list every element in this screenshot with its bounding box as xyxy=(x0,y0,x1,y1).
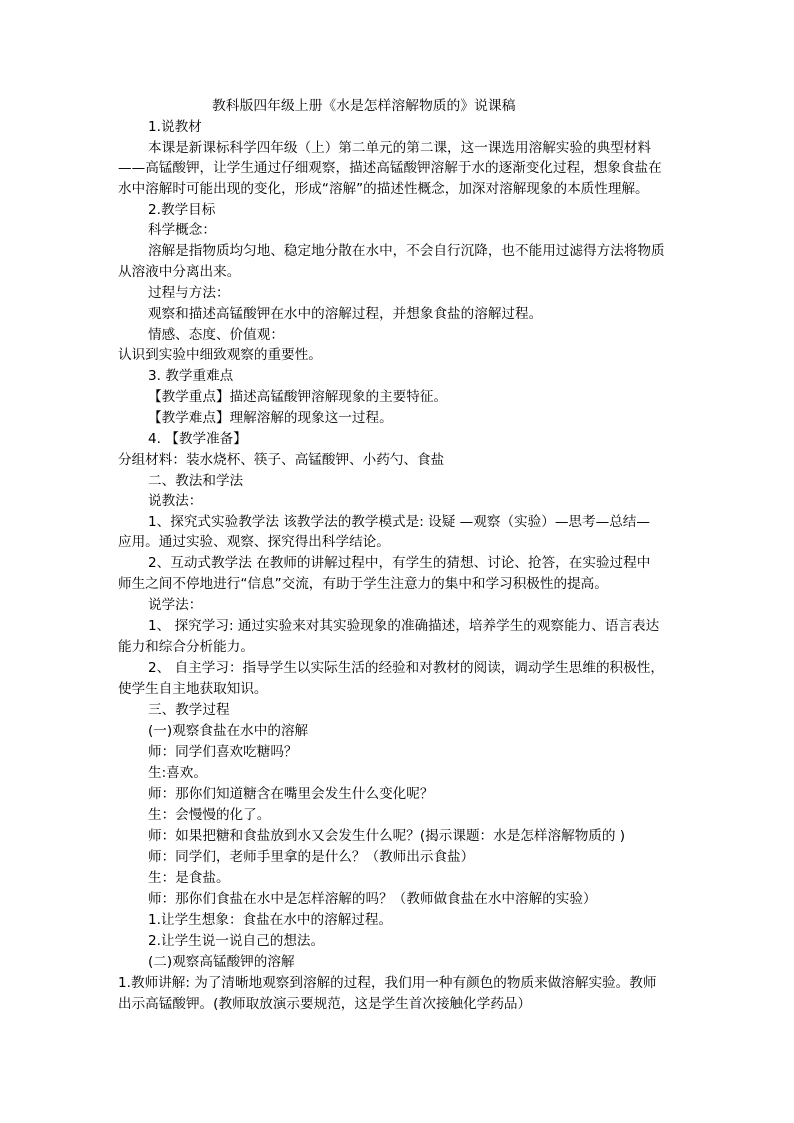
text-line: 生：是食盐。 xyxy=(148,870,230,886)
text-line: 出示高锰酸钾。(教师取放演示要规范，这是学生首次接触化学药品） xyxy=(118,996,532,1012)
text-line: 2.教学目标 xyxy=(148,202,216,218)
text-line: 1、 探究学习: 通过实验来对其实验现象的准确描述，培养学生的观察能力、语言表达 xyxy=(148,618,660,634)
text-line: 2、互动式教学法 在教师的讲解过程中，有学生的猜想、讨论、抢答，在实验过程中 xyxy=(148,555,651,571)
text-line: 情感、态度、价值观： xyxy=(148,327,284,343)
text-line: 能力和综合分析能力。 xyxy=(118,639,254,655)
text-line: 从溶液中分离出来。 xyxy=(118,264,241,280)
text-line: 过程与方法： xyxy=(148,285,230,301)
text-line: 说学法： xyxy=(148,597,203,613)
text-line: 观察和描述高锰酸钾在水中的溶解过程，并想象食盐的溶解过程。 xyxy=(148,306,543,322)
text-line: 应用。通过实验、观察、探究得出科学结论。 xyxy=(118,534,390,550)
text-line: 溶解是指物质均匀地、稳定地分散在水中，不会自行沉降，也不能用过滤得方法将物质 xyxy=(148,243,665,259)
text-line: 师：那你们知道糖含在嘴里会发生什么变化呢？ xyxy=(148,786,434,802)
text-line: (二)观察高锰酸钾的溶解 xyxy=(148,954,295,970)
text-line: 【教学难点】理解溶解的现象这一过程。 xyxy=(148,410,393,426)
text-line: 1、探究式实验教学法 该教学法的教学模式是: 设疑 —观察（实验）—思考—总结— xyxy=(148,514,650,530)
text-line: 师生之间不停地进行“信息”交流，有助于学生注意力的集中和学习积极性的提高。 xyxy=(118,576,608,592)
text-line: 二、教法和学法 xyxy=(148,473,244,489)
text-line: 本课是新课标科学四年级（上）第二单元的第二课，这一课选用溶解实验的典型材料 xyxy=(148,140,651,156)
text-line: 使学生自主地获取知识。 xyxy=(118,681,268,697)
text-line: 4. 【教学准备】 xyxy=(148,431,247,447)
text-line: 【教学重点】描述高锰酸钾溶解现象的主要特征。 xyxy=(148,389,448,405)
text-line: (一)观察食盐在水中的溶解 xyxy=(148,723,309,739)
text-line: 3. 教学重难点 xyxy=(148,368,234,384)
text-line: 1.教师讲解: 为了清晰地观察到溶解的过程，我们用一种有颜色的物质来做溶解实验。教师 xyxy=(118,975,657,991)
text-line: 1.让学生想象：食盐在水中的溶解过程。 xyxy=(148,912,393,928)
document-title: 教科版四年级上册《水是怎样溶解物质的》说课稿 xyxy=(212,98,516,114)
text-line: ——高锰酸钾，让学生通过仔细观察，描述高锰酸钾溶解于水的逐渐变化过程，想象食盐在 xyxy=(118,160,662,176)
text-line: 2.让学生说一说自己的想法。 xyxy=(148,933,325,949)
text-line: 师：那你们食盐在水中是怎样溶解的吗？（教师做食盐在水中溶解的实验） xyxy=(148,891,597,907)
text-line: 2、 自主学习：指导学生以实际生活的经验和对教材的阅读，调动学生思维的积极性， xyxy=(148,660,664,676)
text-line: 分组材料：装水烧杯、筷子、高锰酸钾、小药勺、食盐 xyxy=(118,452,445,468)
text-line: 1.说教材 xyxy=(148,119,202,135)
text-line: 科学概念： xyxy=(148,222,216,238)
text-line: 说教法： xyxy=(148,493,203,509)
text-line: 水中溶解时可能出现的变化，形成“溶解”的描述性概念，加深对溶解现象的本质性理解。 xyxy=(118,181,649,197)
text-line: 师：如果把糖和食盐放到水又会发生什么呢？(揭示课题：水是怎样溶解物质的 ) xyxy=(148,828,626,844)
text-line: 生:喜欢。 xyxy=(148,765,207,781)
text-line: 师：同学们，老师手里拿的是什么？（教师出示食盐） xyxy=(148,849,475,865)
text-line: 三、教学过程 xyxy=(148,702,230,718)
text-line: 认识到实验中细致观察的重要性。 xyxy=(118,347,322,363)
text-line: 师：同学们喜欢吃糖吗？ xyxy=(148,744,298,760)
text-line: 生：会慢慢的化了。 xyxy=(148,807,271,823)
